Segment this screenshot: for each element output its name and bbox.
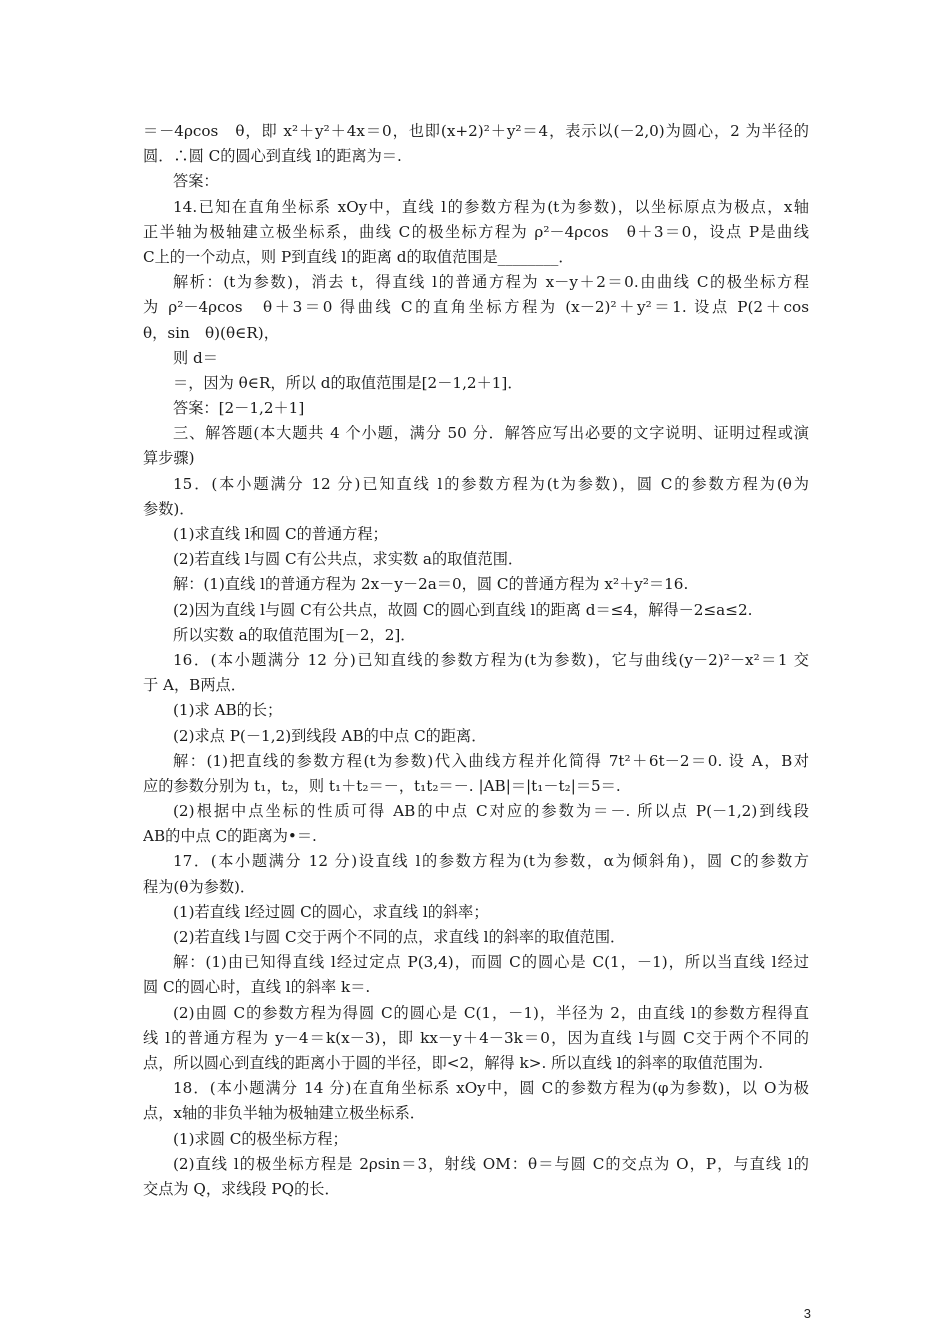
text-line: 解：(1)由已知得直线 l经过定点 P(3,4)，而圆 C的圆心是 C(1，－1)，所以当直线 l经过	[173, 953, 809, 972]
text-line: ＝，因为 θ∈R，所以 d的取值范围是[2－1,2＋1]．	[173, 373, 523, 392]
text-line: 17．(本小题满分 12 分)设直线 l的参数方程为(t为参数，α为倾斜角)，圆 C的参数方	[173, 852, 809, 871]
text-line: 程为(θ为参数)．	[143, 877, 256, 896]
text-line: 14.已知在直角坐标系 xOy中，直线 l的参数方程为(t为参数)，以坐标原点为极点，x轴	[173, 197, 809, 216]
text-line: 所以实数 a的取值范围为[－2，2]．	[173, 625, 416, 644]
text-line: 线 l的普通方程为 y－4＝k(x－3)，即 kx－y＋4－3k＝0，因为直线 l与圆 C交于两个不同的	[143, 1028, 809, 1047]
text-line: 应的参数分别为 t₁，t₂，则 t₁＋t₂＝－，t₁t₂＝－. |AB|＝|t₁－t₂|＝5＝.	[143, 776, 621, 795]
text-line: (2)根据中点坐标的性质可得 AB的中点 C对应的参数为＝－. 所以点 P(－1,2)到线段	[173, 802, 809, 821]
text-line: ＝－4ρcos θ，即 x²＋y²＋4x＝0，也即(x+2)²＋y²＝4，表示以(－2,0)为圆心，2 为半径的	[143, 122, 809, 140]
text-line: 解析：(t为参数)，消去 t，得直线 l的普通方程为 x－y＋2＝0.由曲线 C的极坐标方程	[173, 273, 809, 292]
text-line: 解：(1)把直线的参数方程(t为参数)代入曲线方程并化简得 7t²＋6t－2＝0. 设 A，B对	[173, 751, 809, 770]
text-line: 三、解答题(本大题共 4 个小题，满分 50 分．解答应写出必要的文字说明、证明过程或演	[173, 424, 809, 443]
text-line: (1)求 AB的长；	[173, 701, 283, 720]
text-line: 交点为 Q，求线段 PQ的长．	[143, 1179, 340, 1198]
text-line: 16．(本小题满分 12 分)已知直线的参数方程为(t为参数)，它与曲线(y－2)²－x²＝1 交	[173, 650, 809, 669]
text-line: 答案：	[173, 172, 219, 191]
text-line: 算步骤)	[143, 449, 195, 468]
text-body	[143, 119, 809, 1202]
text-line: 为 ρ²－4ρcos θ＋3＝0 得曲线 C的直角坐标方程为 (x－2)²＋y²＝1. 设点 P(2＋cos	[143, 298, 809, 317]
text-line: 15．(本小题满分 12 分)已知直线 l的参数方程为(t为参数)，圆 C的参数方程为(θ为	[173, 474, 809, 493]
text-line: (2)因为直线 l与圆 C有公共点，故圆 C的圆心到直线 l的距离 d＝≤4，解得－2≤a≤2.	[173, 600, 753, 619]
text-line: 于 A，B两点．	[143, 676, 246, 695]
text-line: AB的中点 C的距离为•＝.	[143, 827, 317, 846]
text-line: (2)直线 l的极坐标方程是 2ρsin＝3，射线 OM：θ＝与圆 C的交点为 O，P，与直线 l的	[173, 1154, 809, 1173]
text-line: θ，sin θ)(θ∈R)，	[143, 323, 279, 342]
text-line: (1)若直线 l经过圆 C的圆心，求直线 l的斜率；	[173, 902, 489, 921]
text-line: 圆 C的圆心时，直线 l的斜率 k＝.	[143, 978, 371, 997]
text-line: 正半轴为极轴建立极坐标系，曲线 C的极坐标方程为 ρ²－4ρcos θ＋3＝0，设点 P是曲线	[143, 222, 809, 241]
text-line: (2)求点 P(－1,2)到线段 AB的中点 C的距离．	[173, 726, 487, 745]
text-line: (1)求圆 C的极坐标方程；	[173, 1129, 348, 1148]
text-line: (2)若直线 l与圆 C交于两个不同的点，求直线 l的斜率的取值范围．	[173, 928, 626, 946]
page-number: 3	[803, 1306, 811, 1321]
text-line: 圆．∴圆 C的圆心到直线 l的距离为＝.	[143, 147, 402, 166]
text-line: C上的一个动点，则 P到直线 l的距离 d的取值范围是________．	[143, 247, 574, 266]
text-line: (2)由圆 C的参数方程为得圆 C的圆心是 C(1，－1)，半径为 2，由直线 l的参数方程得直	[173, 1003, 809, 1022]
text-line: 答案：[2－1,2＋1]	[173, 399, 305, 418]
text-line: 则 d＝	[173, 348, 218, 367]
text-line: (1)求直线 l和圆 C的普通方程；	[173, 525, 388, 543]
text-line: (2)若直线 l与圆 C有公共点，求实数 a的取值范围．	[173, 550, 524, 569]
text-line: 点，x轴的非负半轴为极轴建立极坐标系．	[143, 1104, 425, 1123]
text-line: 18．(本小题满分 14 分)在直角坐标系 xOy中，圆 C的参数方程为(φ为参数)，以 O为极	[173, 1079, 809, 1098]
text-line: 点，所以圆心到直线的距离小于圆的半径，即<2，解得 k>. 所以直线 l的斜率的取值范围为.	[143, 1053, 764, 1072]
text-line: 参数)．	[143, 499, 195, 518]
text-line: 解：(1)直线 l的普通方程为 2x－y－2a＝0，圆 C的普通方程为 x²＋y²＝16.	[173, 575, 689, 594]
